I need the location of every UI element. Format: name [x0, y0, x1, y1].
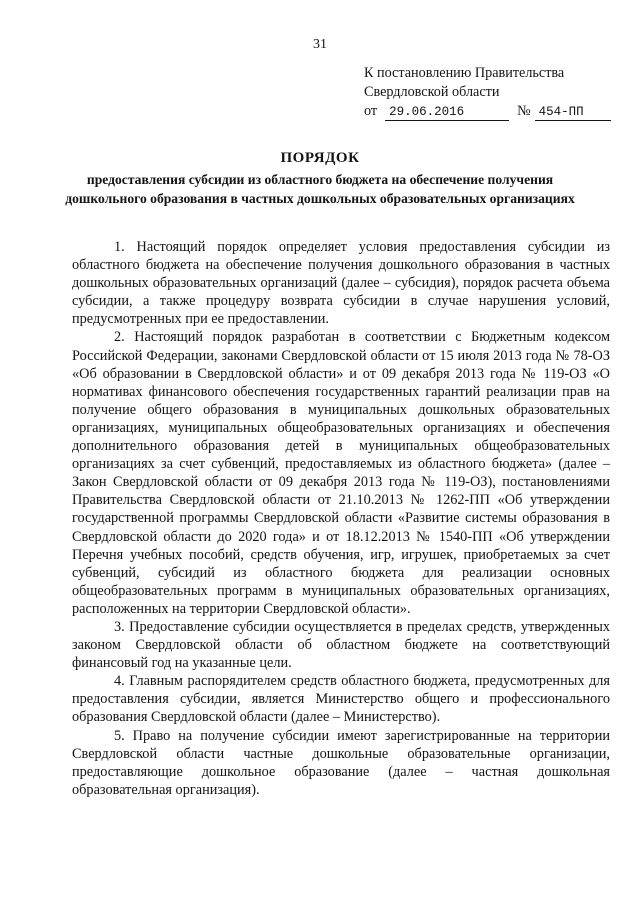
- document-title: ПОРЯДОК: [280, 150, 360, 166]
- title-block: [60, 149, 580, 208]
- document-subtitle: предоставления субсидии из областного бюджета на обеспечение получения дошкольного образования в частных дошкольных образовательных организациях: [65, 172, 575, 206]
- approval-number: 454-ПП: [535, 105, 611, 121]
- from-label: от: [364, 103, 378, 119]
- approval-date-line: [364, 102, 624, 121]
- paragraph-5: 5. Право на получение субсидии имеют зарегистрированные на территории Свердловской области частные дошкольные образовательные организации, предоставляющие дошкольное образование (далее – частная дошкольная образовательная организация).: [72, 727, 610, 798]
- paragraph-1: 1. Настоящий порядок определяет условия предоставления субсидии из областного бюджета на обеспечение получения дошкольного образования в частных дошкольных образовательных организаций (далее – субсидия), порядок расчета объема субсидии, а также процедуру возврата субсидии в случае нарушения условий, предусмотренных при ее предоставлении.: [72, 239, 610, 328]
- approval-date: 29.06.2016: [385, 105, 509, 121]
- approval-line-2: Свердловской области: [364, 83, 500, 100]
- document-body: [72, 238, 610, 799]
- paragraph-3: 3. Предоставление субсидии осуществляется в пределах средств, утвержденных законом Свердловской области об областном бюджете на соответствующий финансовый год на указанные цели.: [72, 618, 610, 672]
- number-sign: №: [517, 103, 531, 119]
- page-number: 31: [313, 37, 327, 52]
- approval-line-1: К постановлению Правительства: [364, 65, 565, 81]
- paragraph-2: 2. Настоящий порядок разработан в соответствии с Бюджетным кодексом Российской Федерации, законами Свердловской области от 15 июля 2013 года № 78-ОЗ «Об образовании в Свердловской области» и от 09 декабря 2013 года № 119-ОЗ «О нормативах финансового обеспечения государственных гарантий реализации прав на получение общего образования в муниципальных дошкольных образовательных организациях, муниципальных общеобразовательных организациях и обеспечения дополнительного образования детей в муниципальных общеобразовательных организациях за счет субвенций, предоставляемых из областного бюджета» (далее – Закон Свердловской области от 09 декабря 2013 года № 119-ОЗ), постановлениями Правительства Свердловской области от 21.10.2013 № 1262-ПП «Об утверждении государственной программы Свердловской области «Развитие системы образования в Свердловской области до 2020 года» и от 18.12.2013 № 1540-ПП «Об утверждении Перечня учебных пособий, средств обучения, игр, игрушек, приобретаемых за счет субвенций, субсидий из областного бюджета для реализации основных общеобразовательных программ в муниципальных образовательных организациях, расположенных на территории Свердловской области».: [72, 329, 610, 617]
- approval-block: [364, 64, 624, 121]
- paragraph-4: 4. Главным распорядителем средств областного бюджета, предусмотренных для предоставления субсидии, является Министерство общего и профессионального образования Свердловской области (далее – Министерство).: [72, 673, 610, 726]
